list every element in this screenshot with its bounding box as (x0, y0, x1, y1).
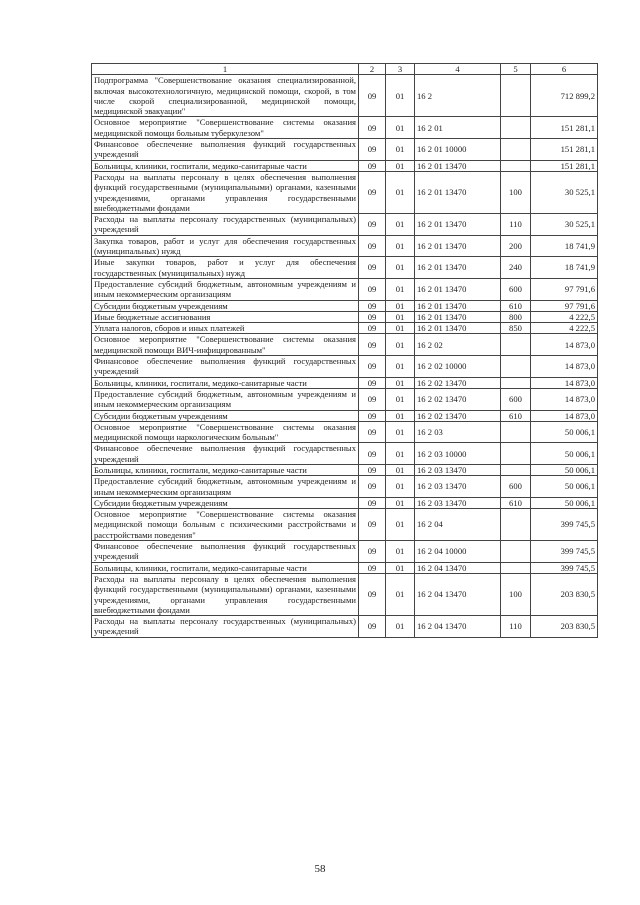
subsection-code: 01 (386, 257, 415, 279)
target-article-code: 16 2 04 (415, 509, 501, 541)
row-description: Больницы, клиники, госпитали, медико-санитарные части (92, 562, 359, 573)
section-code: 09 (359, 257, 386, 279)
amount: 50 006,1 (531, 497, 598, 508)
subsection-code: 01 (386, 311, 415, 322)
expense-type-code (501, 160, 531, 171)
expense-type-code: 100 (501, 573, 531, 615)
target-article-code: 16 2 01 (415, 117, 501, 139)
section-code: 09 (359, 278, 386, 300)
amount: 14 873,0 (531, 356, 598, 378)
subsection-code: 01 (386, 139, 415, 161)
table-row (92, 139, 598, 161)
amount: 30 525,1 (531, 214, 598, 236)
amount: 18 741,9 (531, 257, 598, 279)
header-cell: 3 (386, 64, 415, 75)
table-row (92, 573, 598, 615)
expense-type-code: 110 (501, 616, 531, 638)
expense-type-code (501, 117, 531, 139)
table-row (92, 311, 598, 322)
expense-type-code (501, 464, 531, 475)
target-article-code: 16 2 01 10000 (415, 139, 501, 161)
target-article-code: 16 2 03 13470 (415, 497, 501, 508)
subsection-code: 01 (386, 476, 415, 498)
expense-type-code: 100 (501, 171, 531, 213)
subsection-code: 01 (386, 235, 415, 257)
amount: 14 873,0 (531, 388, 598, 410)
table-header-row (92, 64, 598, 75)
row-description: Расходы на выплаты персоналу в целях обеспечения выполнения функций государственными (муниципальными) органами, казенными учреждениями, органами управления государственными внебюджетными фондами (92, 573, 359, 615)
expense-type-code (501, 139, 531, 161)
target-article-code: 16 2 03 (415, 421, 501, 443)
target-article-code: 16 2 04 10000 (415, 541, 501, 563)
row-description: Больницы, клиники, госпитали, медико-санитарные части (92, 464, 359, 475)
expense-type-code: 600 (501, 388, 531, 410)
section-code: 09 (359, 562, 386, 573)
expense-type-code (501, 562, 531, 573)
expense-type-code: 240 (501, 257, 531, 279)
row-description: Предоставление субсидий бюджетным, автономным учреждениям и иным некоммерческим организациям (92, 476, 359, 498)
section-code: 09 (359, 311, 386, 322)
subsection-code: 01 (386, 388, 415, 410)
target-article-code: 16 2 03 13470 (415, 476, 501, 498)
row-description: Финансовое обеспечение выполнения функций государственных учреждений (92, 443, 359, 465)
expense-type-code: 800 (501, 311, 531, 322)
target-article-code: 16 2 01 13470 (415, 235, 501, 257)
target-article-code: 16 2 01 13470 (415, 160, 501, 171)
expense-type-code (501, 377, 531, 388)
subsection-code: 01 (386, 497, 415, 508)
subsection-code: 01 (386, 160, 415, 171)
target-article-code: 16 2 04 13470 (415, 616, 501, 638)
target-article-code: 16 2 01 13470 (415, 323, 501, 334)
section-code: 09 (359, 334, 386, 356)
row-description: Основное мероприятие "Совершенствование системы оказания медицинской помощи наркологическим больным" (92, 421, 359, 443)
amount: 203 830,5 (531, 573, 598, 615)
row-description: Расходы на выплаты персоналу в целях обеспечения выполнения функций государственными (муниципальными) органами, казенными учреждениями, органами управления государственными внебюджетными фондами (92, 171, 359, 213)
amount: 14 873,0 (531, 377, 598, 388)
row-description: Подпрограмма "Совершенствование оказания специализированной, включая высокотехнологичную, медицинской помощи, скорой, в том числе скорой специализированной, медицинской помощи, медицинской эвакуации" (92, 75, 359, 117)
row-description: Уплата налогов, сборов и иных платежей (92, 323, 359, 334)
expense-type-code (501, 443, 531, 465)
table-row (92, 388, 598, 410)
row-description: Основное мероприятие "Совершенствование системы оказания медицинской помощи больным туберкулезом" (92, 117, 359, 139)
subsection-code: 01 (386, 541, 415, 563)
table-row (92, 235, 598, 257)
table-row (92, 160, 598, 171)
table-row (92, 541, 598, 563)
table-row (92, 214, 598, 236)
row-description: Финансовое обеспечение выполнения функций государственных учреждений (92, 139, 359, 161)
target-article-code: 16 2 02 13470 (415, 410, 501, 421)
row-description: Субсидии бюджетным учреждениям (92, 300, 359, 311)
expense-type-code (501, 541, 531, 563)
section-code: 09 (359, 75, 386, 117)
section-code: 09 (359, 497, 386, 508)
subsection-code: 01 (386, 464, 415, 475)
table-row (92, 421, 598, 443)
table-row (92, 443, 598, 465)
section-code: 09 (359, 214, 386, 236)
row-description: Закупка товаров, работ и услуг для обеспечения государственных (муниципальных) нужд (92, 235, 359, 257)
subsection-code: 01 (386, 323, 415, 334)
expense-type-code (501, 75, 531, 117)
target-article-code: 16 2 01 13470 (415, 214, 501, 236)
header-cell: 2 (359, 64, 386, 75)
subsection-code: 01 (386, 410, 415, 421)
section-code: 09 (359, 388, 386, 410)
section-code: 09 (359, 443, 386, 465)
subsection-code: 01 (386, 334, 415, 356)
row-description: Больницы, клиники, госпитали, медико-санитарные части (92, 377, 359, 388)
subsection-code: 01 (386, 214, 415, 236)
section-code: 09 (359, 616, 386, 638)
amount: 399 745,5 (531, 541, 598, 563)
expense-type-code: 600 (501, 278, 531, 300)
subsection-code: 01 (386, 171, 415, 213)
table-row (92, 562, 598, 573)
target-article-code: 16 2 01 13470 (415, 278, 501, 300)
amount: 30 525,1 (531, 171, 598, 213)
section-code: 09 (359, 300, 386, 311)
amount: 151 281,1 (531, 117, 598, 139)
table-row (92, 476, 598, 498)
target-article-code: 16 2 02 13470 (415, 388, 501, 410)
row-description: Предоставление субсидий бюджетным, автономным учреждениям и иным некоммерческим организациям (92, 388, 359, 410)
amount: 18 741,9 (531, 235, 598, 257)
table-row (92, 464, 598, 475)
amount: 50 006,1 (531, 421, 598, 443)
section-code: 09 (359, 160, 386, 171)
subsection-code: 01 (386, 616, 415, 638)
target-article-code: 16 2 01 13470 (415, 171, 501, 213)
amount: 14 873,0 (531, 334, 598, 356)
section-code: 09 (359, 573, 386, 615)
table-row (92, 75, 598, 117)
row-description: Основное мероприятие "Совершенствование системы оказания медицинской помощи больным с психическими расстройствами и расстройствами поведения" (92, 509, 359, 541)
table-row (92, 616, 598, 638)
row-description: Субсидии бюджетным учреждениям (92, 410, 359, 421)
subsection-code: 01 (386, 377, 415, 388)
target-article-code: 16 2 03 10000 (415, 443, 501, 465)
amount: 151 281,1 (531, 139, 598, 161)
target-article-code: 16 2 04 13470 (415, 573, 501, 615)
header-cell: 5 (501, 64, 531, 75)
table-row (92, 509, 598, 541)
table-row (92, 257, 598, 279)
subsection-code: 01 (386, 278, 415, 300)
amount: 712 899,2 (531, 75, 598, 117)
table-row (92, 377, 598, 388)
row-description: Больницы, клиники, госпитали, медико-санитарные части (92, 160, 359, 171)
expense-type-code (501, 334, 531, 356)
table-row (92, 497, 598, 508)
expense-type-code (501, 421, 531, 443)
target-article-code: 16 2 (415, 75, 501, 117)
table-row (92, 410, 598, 421)
subsection-code: 01 (386, 300, 415, 311)
expense-type-code (501, 356, 531, 378)
expense-type-code: 200 (501, 235, 531, 257)
section-code: 09 (359, 235, 386, 257)
subsection-code: 01 (386, 75, 415, 117)
table-row (92, 323, 598, 334)
section-code: 09 (359, 356, 386, 378)
table-row (92, 117, 598, 139)
header-cell: 4 (415, 64, 501, 75)
amount: 399 745,5 (531, 562, 598, 573)
amount: 4 222,5 (531, 311, 598, 322)
target-article-code: 16 2 01 13470 (415, 300, 501, 311)
table-row (92, 278, 598, 300)
table-row (92, 356, 598, 378)
amount: 97 791,6 (531, 300, 598, 311)
section-code: 09 (359, 464, 386, 475)
subsection-code: 01 (386, 573, 415, 615)
section-code: 09 (359, 541, 386, 563)
amount: 14 873,0 (531, 410, 598, 421)
amount: 50 006,1 (531, 464, 598, 475)
subsection-code: 01 (386, 509, 415, 541)
budget-table (91, 63, 598, 638)
subsection-code: 01 (386, 443, 415, 465)
amount: 4 222,5 (531, 323, 598, 334)
target-article-code: 16 2 02 (415, 334, 501, 356)
subsection-code: 01 (386, 421, 415, 443)
target-article-code: 16 2 04 13470 (415, 562, 501, 573)
section-code: 09 (359, 171, 386, 213)
row-description: Предоставление субсидий бюджетным, автономным учреждениям и иным некоммерческим организациям (92, 278, 359, 300)
amount: 151 281,1 (531, 160, 598, 171)
expense-type-code (501, 509, 531, 541)
amount: 50 006,1 (531, 476, 598, 498)
expense-type-code: 610 (501, 300, 531, 311)
target-article-code: 16 2 03 13470 (415, 464, 501, 475)
target-article-code: 16 2 01 13470 (415, 257, 501, 279)
section-code: 09 (359, 509, 386, 541)
header-cell: 1 (92, 64, 359, 75)
section-code: 09 (359, 377, 386, 388)
expense-type-code: 600 (501, 476, 531, 498)
row-description: Расходы на выплаты персоналу государственных (муниципальных) учреждений (92, 616, 359, 638)
expense-type-code: 610 (501, 410, 531, 421)
row-description: Основное мероприятие "Совершенствование системы оказания медицинской помощи ВИЧ-инфицированным" (92, 334, 359, 356)
subsection-code: 01 (386, 562, 415, 573)
row-description: Финансовое обеспечение выполнения функций государственных учреждений (92, 356, 359, 378)
row-description: Субсидии бюджетным учреждениям (92, 497, 359, 508)
amount: 97 791,6 (531, 278, 598, 300)
amount: 203 830,5 (531, 616, 598, 638)
expense-type-code: 850 (501, 323, 531, 334)
amount: 50 006,1 (531, 443, 598, 465)
section-code: 09 (359, 117, 386, 139)
table-row (92, 300, 598, 311)
expense-type-code: 610 (501, 497, 531, 508)
table-row (92, 334, 598, 356)
row-description: Финансовое обеспечение выполнения функций государственных учреждений (92, 541, 359, 563)
target-article-code: 16 2 01 13470 (415, 311, 501, 322)
section-code: 09 (359, 410, 386, 421)
section-code: 09 (359, 421, 386, 443)
row-description: Расходы на выплаты персоналу государственных (муниципальных) учреждений (92, 214, 359, 236)
subsection-code: 01 (386, 356, 415, 378)
section-code: 09 (359, 323, 386, 334)
section-code: 09 (359, 139, 386, 161)
target-article-code: 16 2 02 13470 (415, 377, 501, 388)
target-article-code: 16 2 02 10000 (415, 356, 501, 378)
row-description: Иные бюджетные ассигнования (92, 311, 359, 322)
amount: 399 745,5 (531, 509, 598, 541)
row-description: Иные закупки товаров, работ и услуг для обеспечения государственных (муниципальных) нужд (92, 257, 359, 279)
header-cell: 6 (531, 64, 598, 75)
subsection-code: 01 (386, 117, 415, 139)
table-row (92, 171, 598, 213)
expense-type-code: 110 (501, 214, 531, 236)
section-code: 09 (359, 476, 386, 498)
page-number: 58 (314, 863, 326, 875)
